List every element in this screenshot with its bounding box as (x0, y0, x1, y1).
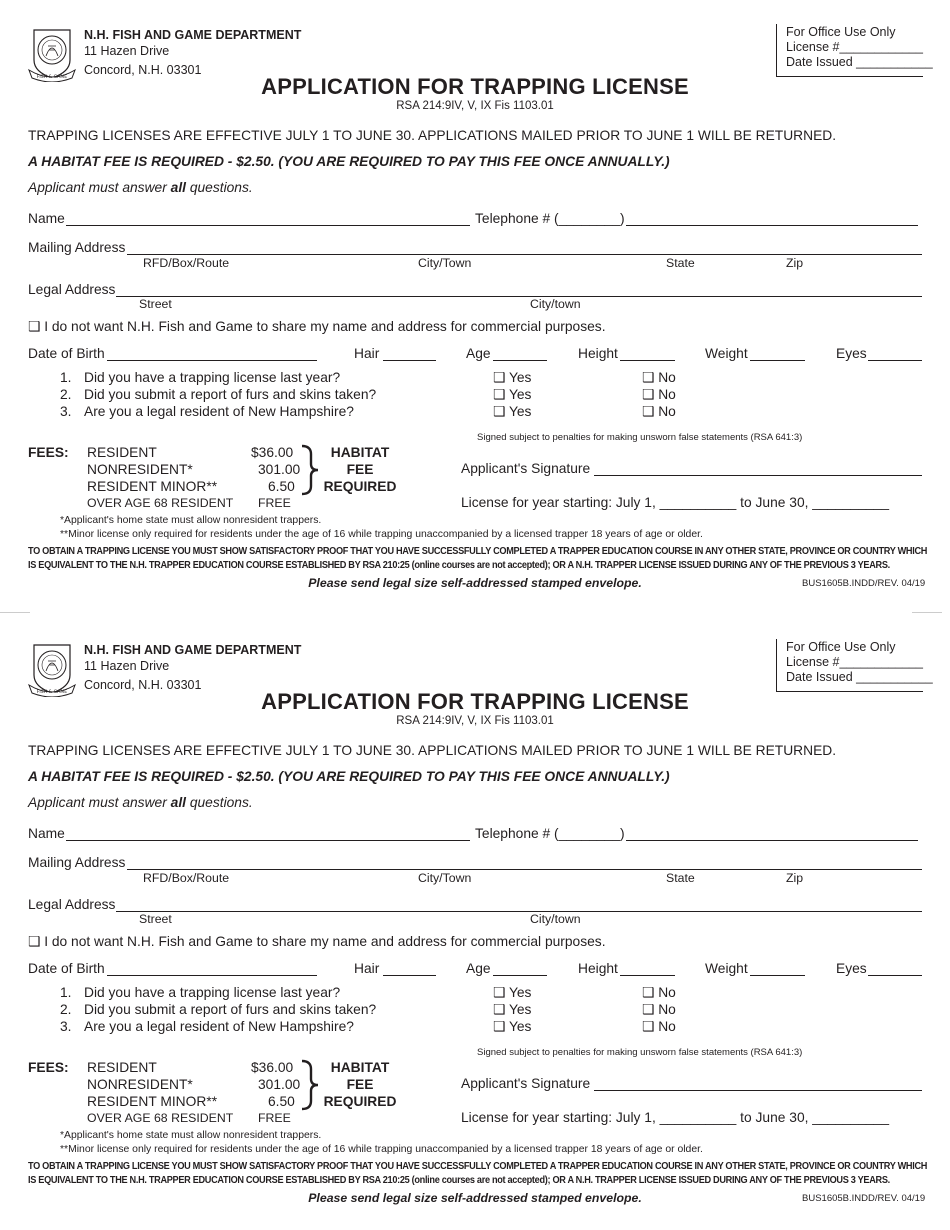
telephone-field[interactable] (626, 225, 918, 226)
name-label: Name (28, 826, 65, 841)
question-2-number: 2. (60, 387, 72, 402)
weight-field[interactable] (750, 360, 805, 361)
cut-mark-left (0, 612, 30, 613)
envelope-instruction: Please send legal size self-addressed stamped envelope. (308, 1191, 642, 1205)
revision-code: BUS1605B.INDD/REV. 04/19 (802, 578, 926, 589)
share-optout-checkbox[interactable]: ❑ I do not want N.H. Fish and Game to share my name and address for commercial purposes. (28, 319, 606, 334)
envelope-instruction: Please send legal size self-addressed stamped envelope. (308, 576, 642, 590)
question-1-number: 1. (60, 370, 72, 385)
eyes-field[interactable] (868, 360, 922, 361)
answer-suffix: questions. (185, 180, 253, 195)
fee-over68-name: OVER AGE 68 RESIDENT (87, 496, 234, 510)
question-1-number: 1. (60, 985, 72, 1000)
mailing-sub-city: City/Town (418, 871, 472, 885)
name-field[interactable] (66, 225, 470, 226)
habitat-line-3: REQUIRED (323, 1094, 397, 1109)
question-1-text: Did you have a trapping license last year? (84, 370, 341, 385)
height-label: Height (578, 961, 618, 976)
department-name: N.H. FISH AND GAME DEPARTMENT (84, 28, 302, 42)
question-3-no-checkbox[interactable]: ❑ No (642, 404, 676, 419)
rsa-reference: RSA 214:9IV, V, IX Fis 1103.01 (396, 100, 554, 112)
office-use-box (776, 639, 933, 692)
telephone-field[interactable] (626, 840, 918, 841)
fee-nonresident-amount: 301.00 (258, 462, 301, 477)
weight-label: Weight (705, 961, 748, 976)
fee-resident-amount: $36.00 (251, 445, 294, 460)
fee-minor-amount: 6.50 (268, 1094, 295, 1109)
question-3-no-checkbox[interactable]: ❑ No (642, 1019, 676, 1034)
fee-over68-amount: FREE (258, 496, 291, 510)
fees-label: FEES: (28, 1060, 69, 1075)
question-3-number: 3. (60, 1019, 72, 1034)
form-title: APPLICATION FOR TRAPPING LICENSE (261, 74, 689, 99)
mailing-address-field[interactable] (127, 869, 922, 870)
fee-resident-name: RESIDENT (87, 445, 157, 460)
dob-field[interactable] (107, 975, 317, 976)
fee-over68-name: OVER AGE 68 RESIDENT (87, 1111, 234, 1125)
office-date-issued: Date Issued ___________ (786, 55, 933, 69)
telephone-label: Telephone # (________) (475, 826, 625, 841)
signature-field[interactable] (594, 1090, 922, 1091)
question-3-text: Are you a legal resident of New Hampshire? (84, 404, 354, 419)
telephone-label: Telephone # (________) (475, 211, 625, 226)
eyes-field[interactable] (868, 975, 922, 976)
age-field[interactable] (493, 360, 547, 361)
question-2-yes-checkbox[interactable]: ❑ Yes (493, 387, 532, 402)
education-requirement-line-1: TO OBTAIN A TRAPPING LICENSE YOU MUST SHOW SATISFACTORY PROOF THAT YOU HAVE SUCCESSFULLY COMPLETED A TRAPPER EDUCATION COURSE IN ANY OTHER STATE, PROVINCE OR COUNTRY WHICH (28, 1161, 928, 1172)
answer-prefix: Applicant must answer (28, 180, 171, 195)
answer-suffix: questions. (185, 795, 253, 810)
signature-label: Applicant's Signature (461, 461, 591, 476)
penalty-note: Signed subject to penalties for making unsworn false statements (RSA 641:3) (477, 432, 803, 443)
legal-address-label: Legal Address (28, 897, 116, 912)
eyes-label: Eyes (836, 961, 867, 976)
question-3-yes-checkbox[interactable]: ❑ Yes (493, 404, 532, 419)
mailing-sub-rfd: RFD/Box/Route (143, 256, 230, 270)
nonresident-note: *Applicant's home state must allow nonresident trappers. (60, 515, 322, 526)
legal-address-field[interactable] (116, 296, 922, 297)
answer-emphasis: all (170, 795, 186, 810)
habitat-line-2: FEE (346, 462, 374, 477)
question-2-yes-checkbox[interactable]: ❑ Yes (493, 1002, 532, 1017)
office-date-issued: Date Issued ___________ (786, 670, 933, 684)
department-name: N.H. FISH AND GAME DEPARTMENT (84, 643, 302, 657)
rsa-reference: RSA 214:9IV, V, IX Fis 1103.01 (396, 715, 554, 727)
age-field[interactable] (493, 975, 547, 976)
signature-field[interactable] (594, 475, 922, 476)
legal-address-label: Legal Address (28, 282, 116, 297)
hair-label: Hair (354, 961, 380, 976)
cut-mark-right (912, 612, 942, 613)
penalty-note: Signed subject to penalties for making unsworn false statements (RSA 641:3) (477, 1047, 803, 1058)
department-street: 11 Hazen Drive (84, 44, 170, 58)
legal-sub-street: Street (139, 912, 172, 926)
height-field[interactable] (620, 975, 675, 976)
question-1-yes-checkbox[interactable]: ❑ Yes (493, 370, 532, 385)
dob-label: Date of Birth (28, 346, 105, 361)
effective-dates-notice: TRAPPING LICENSES ARE EFFECTIVE JULY 1 TO JUNE 30. APPLICATIONS MAILED PRIOR TO JUNE 1 WILL BE RETURNED. (28, 743, 837, 758)
hair-field[interactable] (383, 975, 436, 976)
hair-field[interactable] (383, 360, 436, 361)
education-requirement-line-1: TO OBTAIN A TRAPPING LICENSE YOU MUST SHOW SATISFACTORY PROOF THAT YOU HAVE SUCCESSFULLY COMPLETED A TRAPPER EDUCATION COURSE IN ANY OTHER STATE, PROVINCE OR COUNTRY WHICH (28, 546, 928, 557)
dob-field[interactable] (107, 360, 317, 361)
question-2-text: Did you submit a report of furs and skins taken? (84, 387, 377, 402)
hair-label: Hair (354, 346, 380, 361)
legal-sub-city: City/town (530, 297, 581, 311)
office-use-title: For Office Use Only (786, 640, 896, 654)
mailing-sub-city: City/Town (418, 256, 472, 270)
height-label: Height (578, 346, 618, 361)
question-1-no-checkbox[interactable]: ❑ No (642, 370, 676, 385)
form-title: APPLICATION FOR TRAPPING LICENSE (261, 689, 689, 714)
mailing-sub-zip: Zip (786, 256, 804, 270)
fee-minor-name: RESIDENT MINOR** (87, 1094, 218, 1109)
habitat-fee-notice: A HABITAT FEE IS REQUIRED - $2.50. (YOU ARE REQUIRED TO PAY THIS FEE ONCE ANNUALLY.) (28, 154, 670, 169)
seal-text: FISH & GAME (36, 690, 68, 695)
fees-brace (299, 1059, 321, 1111)
signature-label: Applicant's Signature (461, 1076, 591, 1091)
question-2-text: Did you submit a report of furs and skins taken? (84, 1002, 377, 1017)
height-field[interactable] (620, 360, 675, 361)
office-use-title: For Office Use Only (786, 25, 896, 39)
legal-sub-city: City/town (530, 912, 581, 926)
office-use-box (776, 24, 933, 77)
application-form-bottom (0, 615, 950, 1215)
fees-brace (299, 444, 321, 496)
name-label: Name (28, 211, 65, 226)
effective-dates-notice: TRAPPING LICENSES ARE EFFECTIVE JULY 1 TO JUNE 30. APPLICATIONS MAILED PRIOR TO JUNE 1 WILL BE RETURNED. (28, 128, 837, 143)
question-1-text: Did you have a trapping license last year? (84, 985, 341, 1000)
department-city: Concord, N.H. 03301 (84, 678, 202, 692)
name-field[interactable] (66, 840, 470, 841)
habitat-line-1: HABITAT (330, 1060, 390, 1075)
question-2-no-checkbox[interactable]: ❑ No (642, 1002, 676, 1017)
answer-emphasis: all (170, 180, 186, 195)
revision-code: BUS1605B.INDD/REV. 04/19 (802, 1193, 926, 1204)
question-3-number: 3. (60, 404, 72, 419)
fee-nonresident-amount: 301.00 (258, 1077, 301, 1092)
question-3-yes-checkbox[interactable]: ❑ Yes (493, 1019, 532, 1034)
answer-prefix: Applicant must answer (28, 795, 171, 810)
minor-note: **Minor license only required for residents under the age of 16 while trapping unaccompanied by a licensed trapper 18 years of age or older. (60, 529, 703, 540)
question-1-no-checkbox[interactable]: ❑ No (642, 985, 676, 1000)
education-requirement-line-2: IS EQUIVALENT TO THE N.H. TRAPPER EDUCATION COURSE ESTABLISHED BY RSA 210:25 (online courses are not accepted); OR A N.H. TRAPPER LICENSE ISSUED DURING ANY OF THE PREVIOUS 3 YEARS. (28, 1175, 890, 1186)
office-license-number: License #____________ (786, 655, 923, 669)
fee-nonresident-name: NONRESIDENT* (87, 1077, 193, 1092)
fee-nonresident-name: NONRESIDENT* (87, 462, 193, 477)
habitat-line-2: FEE (346, 1077, 374, 1092)
eyes-label: Eyes (836, 346, 867, 361)
habitat-line-3: REQUIRED (323, 479, 397, 494)
application-form-top (0, 0, 950, 600)
office-license-number: License #____________ (786, 40, 923, 54)
seal-text: FISH & GAME (36, 75, 68, 80)
license-year-line[interactable]: License for year starting: July 1, __________ to June 30, __________ (461, 1110, 890, 1125)
age-label: Age (466, 961, 491, 976)
weight-label: Weight (705, 346, 748, 361)
answer-all-instruction (28, 795, 253, 810)
habitat-line-1: HABITAT (330, 445, 390, 460)
department-city: Concord, N.H. 03301 (84, 63, 202, 77)
education-requirement-line-2: IS EQUIVALENT TO THE N.H. TRAPPER EDUCATION COURSE ESTABLISHED BY RSA 210:25 (online courses are not accepted); OR A N.H. TRAPPER LICENSE ISSUED DURING ANY OF THE PREVIOUS 3 YEARS. (28, 560, 890, 571)
question-3-text: Are you a legal resident of New Hampshire? (84, 1019, 354, 1034)
fee-minor-amount: 6.50 (268, 479, 295, 494)
mailing-sub-state: State (666, 871, 695, 885)
mailing-address-field[interactable] (127, 254, 922, 255)
department-street: 11 Hazen Drive (84, 659, 170, 673)
age-label: Age (466, 346, 491, 361)
license-year-line[interactable]: License for year starting: July 1, __________ to June 30, __________ (461, 495, 890, 510)
question-2-number: 2. (60, 1002, 72, 1017)
weight-field[interactable] (750, 975, 805, 976)
minor-note: **Minor license only required for residents under the age of 16 while trapping unaccompanied by a licensed trapper 18 years of age or older. (60, 1144, 703, 1155)
mailing-address-label: Mailing Address (28, 240, 126, 255)
fee-resident-amount: $36.00 (251, 1060, 294, 1075)
habitat-fee-notice: A HABITAT FEE IS REQUIRED - $2.50. (YOU ARE REQUIRED TO PAY THIS FEE ONCE ANNUALLY.) (28, 769, 670, 784)
nonresident-note: *Applicant's home state must allow nonresident trappers. (60, 1130, 322, 1141)
legal-address-field[interactable] (116, 911, 922, 912)
mailing-sub-state: State (666, 256, 695, 270)
question-2-no-checkbox[interactable]: ❑ No (642, 387, 676, 402)
mailing-sub-rfd: RFD/Box/Route (143, 871, 230, 885)
answer-all-instruction (28, 180, 253, 195)
fee-minor-name: RESIDENT MINOR** (87, 479, 218, 494)
share-optout-checkbox[interactable]: ❑ I do not want N.H. Fish and Game to share my name and address for commercial purposes. (28, 934, 606, 949)
fees-label: FEES: (28, 445, 69, 460)
mailing-address-label: Mailing Address (28, 855, 126, 870)
fee-resident-name: RESIDENT (87, 1060, 157, 1075)
question-1-yes-checkbox[interactable]: ❑ Yes (493, 985, 532, 1000)
fee-over68-amount: FREE (258, 1111, 291, 1125)
legal-sub-street: Street (139, 297, 172, 311)
dob-label: Date of Birth (28, 961, 105, 976)
mailing-sub-zip: Zip (786, 871, 804, 885)
